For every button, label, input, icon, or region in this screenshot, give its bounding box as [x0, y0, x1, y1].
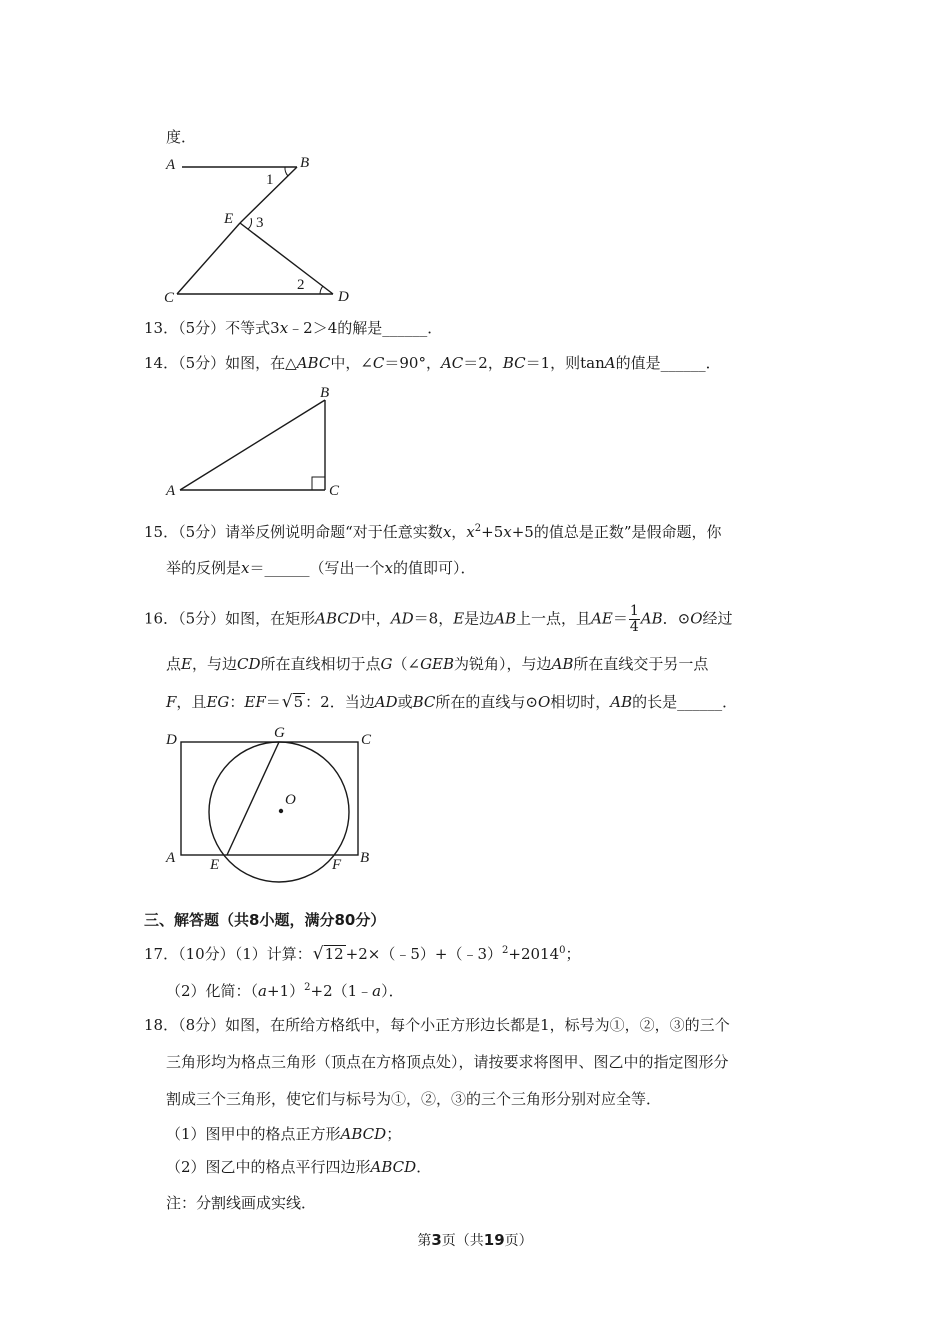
- label-A: A: [166, 483, 176, 499]
- label-E: E: [210, 857, 220, 873]
- figure-parallel-lines: [160, 150, 360, 310]
- question-18-line3: 割成三个三角形，使它们与标号为①，②，③的三个三角形分别对应全等．: [166, 1090, 662, 1108]
- page-footer: 第3页（共19页）: [417, 1231, 533, 1249]
- question-16-line1: 16．（5分）如图，在矩形ABCD中，AD＝8，E是边AB上一点，且AE＝ $\frac{1}{4}$ AB．⊙O经过: [144, 603, 733, 635]
- question-17-part2: （2）化简：$(a+1)^2+2(1﹣a)$．: [166, 982, 404, 1000]
- chord-ge: [227, 742, 279, 855]
- label-A: A: [166, 850, 176, 866]
- question-18-line1: 18．（8分）如图，在所给方格纸中，每个小正方形边长都是1，标号为①，②，③的三个: [144, 1016, 730, 1034]
- question-17-part1: 17．（10分）（1）计算：$√12 +2\times(﹣5)+(﹣3)^2+2014^0$；: [144, 944, 581, 964]
- fraction-one-quarter: $\frac{1}{4}$: [629, 603, 639, 635]
- label-C: C: [329, 483, 340, 499]
- question-18-note: 注：分割线画成实线．: [166, 1194, 317, 1212]
- side-ab: [180, 400, 325, 490]
- right-angle-mark: [312, 477, 325, 490]
- label-1: 1: [266, 172, 274, 188]
- label-E: E: [224, 211, 234, 227]
- question-15-line2: 举的反例是x＝______（写出一个x的值即可）．: [166, 559, 476, 577]
- label-D: D: [338, 289, 349, 305]
- rectangle-abcd: [181, 742, 358, 855]
- question-13: 13．（5分）不等式3x﹣2＞4的解是______．: [144, 319, 443, 337]
- label-F: F: [332, 857, 342, 873]
- question-16-line2: 点E，与边CD所在直线相切于点G（∠GEB为锐角），与边AB所在直线交于另一点: [166, 655, 709, 673]
- question-14: 14．（5分）如图，在△ABC中，∠C＝90°，AC＝2，BC＝1，则tanA的值是______．: [144, 354, 721, 372]
- figure-rectangle-circle: [160, 722, 390, 892]
- label-G: G: [274, 725, 285, 741]
- angle-mark-3: [248, 218, 252, 229]
- label-C: C: [361, 732, 372, 748]
- label-D: D: [166, 732, 177, 748]
- angle-mark-1: [285, 167, 288, 176]
- question-18-sub1: （1）图甲中的格点正方形ABCD；: [166, 1125, 402, 1143]
- label-O: O: [285, 792, 296, 808]
- label-2: 2: [297, 277, 305, 293]
- label-A: A: [166, 157, 176, 173]
- label-B: B: [320, 385, 330, 401]
- center-o-dot: [279, 809, 283, 813]
- label-C: C: [164, 290, 175, 306]
- figure-right-triangle: [160, 383, 360, 503]
- line-ec: [177, 223, 240, 294]
- question-18-sub2: （2）图乙中的格点平行四边形ABCD．: [166, 1158, 432, 1176]
- previous-question-tail: 度．: [166, 128, 197, 146]
- question-15-line1: 15．（5分）请举反例说明命题“对于任意实数x，$x^2+5x+5$的值总是正数”是假命题，你: [144, 523, 722, 541]
- label-B: B: [360, 850, 370, 866]
- question-16-line3: F，且EG：EF＝√5 ：2．当边AD或BC所在的直线与⊙O相切时，AB的长是______．: [166, 692, 738, 712]
- label-B: B: [300, 155, 310, 171]
- circle-o: [209, 742, 349, 882]
- line-ed: [240, 223, 333, 294]
- angle-mark-2: [320, 286, 323, 294]
- question-18-line2: 三角形均为格点三角形（顶点在方格顶点处），请按要求将图甲、图乙中的指定图形分: [166, 1053, 729, 1071]
- section-3-heading: 三、解答题（共8小题，满分80分）: [144, 911, 386, 929]
- label-3: 3: [256, 215, 264, 231]
